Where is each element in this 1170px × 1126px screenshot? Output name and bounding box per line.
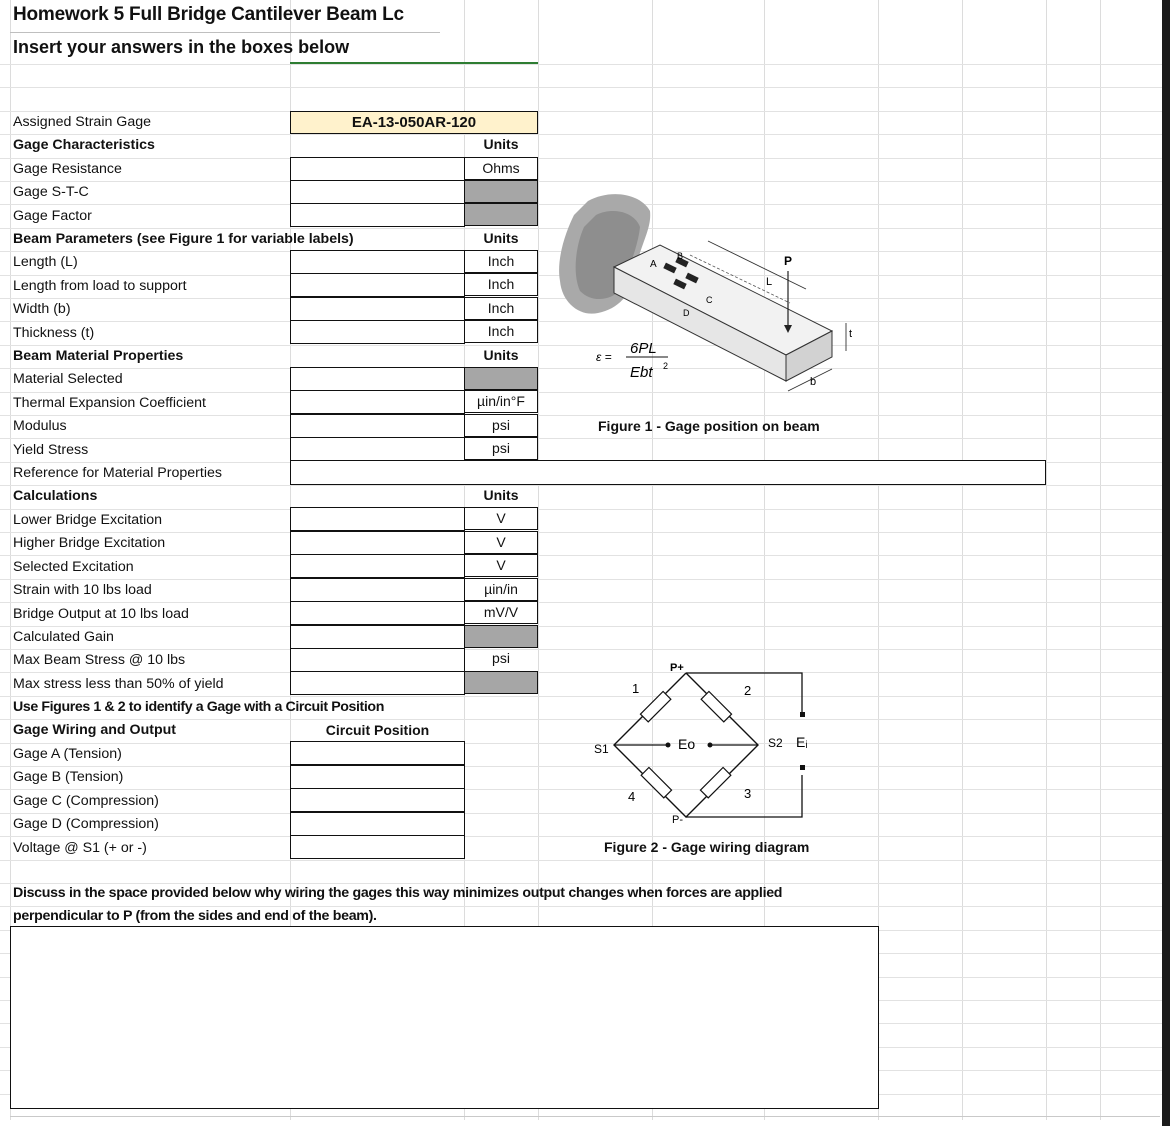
material-reference-input[interactable] <box>290 460 1046 485</box>
formula-exponent: 2 <box>663 361 669 371</box>
gage-stc-input[interactable] <box>290 180 465 204</box>
calculations-units-header: Units <box>483 487 519 503</box>
title-underline <box>10 32 440 33</box>
label-node-4: 4 <box>628 789 636 804</box>
material-selected-input[interactable] <box>290 367 465 391</box>
figure1-caption: Figure 1 - Gage position on beam <box>598 418 820 434</box>
gage-d-input[interactable] <box>290 812 465 836</box>
gage-factor-unit <box>464 203 538 226</box>
max-stress-label: Max Beam Stress @ 10 lbs <box>13 652 186 668</box>
formula-lhs: ε = <box>596 350 612 364</box>
label-s2: S2 <box>768 736 783 750</box>
load-to-support-input[interactable] <box>290 273 465 297</box>
grid-column-line <box>1100 0 1101 1120</box>
thermal-expansion-input[interactable] <box>290 390 465 414</box>
label-ei: Eᵢ <box>796 734 808 750</box>
grid-row-line <box>0 672 1162 673</box>
label-c: C <box>706 295 713 305</box>
eo-terminal-right <box>708 743 713 748</box>
resistor-4 <box>641 767 671 797</box>
beam-width-unit: Inch <box>464 297 538 320</box>
yield-check-label: Max stress less than 50% of yield <box>13 676 224 692</box>
label-t: t <box>849 328 853 340</box>
gage-c-label: Gage C (Compression) <box>13 793 159 809</box>
grid-row-line <box>0 555 1162 556</box>
voltage-s1-input[interactable] <box>290 835 465 859</box>
beam-thickness-label: Thickness (t) <box>13 325 95 341</box>
grid-row-line <box>0 134 1162 135</box>
grid-row-line <box>0 64 1162 65</box>
label-d: D <box>683 308 690 318</box>
lower-excitation-unit: V <box>464 507 538 530</box>
label-s1: S1 <box>594 742 609 756</box>
beam-thickness-unit: Inch <box>464 320 538 343</box>
grid-row-line <box>0 743 1162 744</box>
gage-stc-label: Gage S-T-C <box>13 184 89 200</box>
wiring-section-heading: Gage Wiring and Output <box>13 722 177 738</box>
material-selected-unit <box>464 367 538 390</box>
higher-excitation-label: Higher Bridge Excitation <box>13 535 166 551</box>
selected-cell-edge <box>290 62 538 64</box>
gage-factor-input[interactable] <box>290 203 465 227</box>
beam-section-heading: Beam Parameters (see Figure 1 for variable labels) <box>13 231 354 247</box>
material-selected-label: Material Selected <box>13 371 123 387</box>
circuit-position-header: Circuit Position <box>325 722 430 738</box>
label-p-plus: P+ <box>670 662 684 674</box>
beam-width-label: Width (b) <box>13 301 71 317</box>
gage-b-label: Gage B (Tension) <box>13 769 124 785</box>
beam-length-unit: Inch <box>464 250 538 273</box>
grid-row-line <box>0 485 1162 486</box>
higher-excitation-input[interactable] <box>290 531 465 555</box>
thermal-expansion-unit: µin/in°F <box>464 390 538 413</box>
grid-row-line <box>0 813 1162 814</box>
strain-input[interactable] <box>290 578 465 602</box>
yield-check-input[interactable] <box>290 671 465 695</box>
gage-d-label: Gage D (Compression) <box>13 816 159 832</box>
grid-row-line <box>0 438 1162 439</box>
grid-row-line <box>0 181 1162 182</box>
grid-row-line <box>0 415 1162 416</box>
calculated-gain-input[interactable] <box>290 625 465 649</box>
beam-thickness-input[interactable] <box>290 320 465 344</box>
beam-width-input[interactable] <box>290 297 465 321</box>
gage-section-heading: Gage Characteristics <box>13 137 155 153</box>
modulus-unit: psi <box>464 414 538 437</box>
gage-units-header: Units <box>483 136 519 152</box>
gage-c-input[interactable] <box>290 788 465 812</box>
page-subtitle: Insert your answers in the boxes below <box>13 37 350 57</box>
gage-stc-unit <box>464 180 538 203</box>
grid-column-line <box>962 0 963 1120</box>
gage-b-input[interactable] <box>290 765 465 789</box>
grid-row-line <box>0 87 1162 88</box>
grid-row-line <box>0 532 1162 533</box>
selected-excitation-label: Selected Excitation <box>13 559 134 575</box>
yield-check-unit <box>464 671 538 694</box>
yield-stress-unit: psi <box>464 437 538 460</box>
modulus-label: Modulus <box>13 418 67 434</box>
yield-stress-label: Yield Stress <box>13 442 89 458</box>
grid-row-line <box>0 158 1162 159</box>
label-node-2: 2 <box>744 683 752 698</box>
label-eo: Eo <box>678 736 696 752</box>
load-to-support-unit: Inch <box>464 273 538 296</box>
grid-row-line <box>0 766 1162 767</box>
voltage-s1-label: Voltage @ S1 (+ or -) <box>13 840 147 856</box>
thermal-expansion-label: Thermal Expansion Coefficient <box>13 395 206 411</box>
label-p: P <box>784 254 793 268</box>
bridge-output-unit: mV/V <box>464 601 538 624</box>
higher-excitation-unit: V <box>464 531 538 554</box>
lower-excitation-label: Lower Bridge Excitation <box>13 512 163 528</box>
grid-row-line <box>0 836 1162 837</box>
label-a: A <box>650 259 657 270</box>
yield-stress-input[interactable] <box>290 437 465 461</box>
max-stress-unit: psi <box>492 650 510 666</box>
label-b-width: b <box>810 376 817 388</box>
bottom-rule <box>10 1116 1160 1117</box>
grid-row-line <box>0 860 1162 861</box>
beam-length-input[interactable] <box>290 250 465 274</box>
discussion-prompt-line1: Discuss in the space provided below why wiring the gages this way minimizes output changes when forces are applied <box>13 885 783 901</box>
label-l: L <box>766 276 773 288</box>
bridge-output-input[interactable] <box>290 601 465 625</box>
bridge-output-label: Bridge Output at 10 lbs load <box>13 606 189 622</box>
strain-unit: µin/in <box>464 578 538 601</box>
grid-row-line <box>0 789 1162 790</box>
max-stress-input[interactable] <box>290 648 465 672</box>
material-section-heading: Beam Material Properties <box>13 348 184 364</box>
ei-terminal-bottom <box>800 765 805 770</box>
grid-row-line <box>0 626 1162 627</box>
window-edge <box>1162 0 1170 1126</box>
calculations-section-heading: Calculations <box>13 488 98 504</box>
discussion-answer-box[interactable] <box>10 926 879 1109</box>
label-p-minus: P- <box>672 814 683 826</box>
grid-column-line <box>1046 0 1047 1120</box>
figure2-caption: Figure 2 - Gage wiring diagram <box>604 839 810 855</box>
formula-denominator: Ebt <box>630 364 653 381</box>
grid-row-line <box>0 602 1162 603</box>
assigned-gage-label: Assigned Strain Gage <box>13 114 152 130</box>
label-node-3: 3 <box>744 786 752 801</box>
beam-units-header: Units <box>483 230 519 246</box>
label-b: B <box>677 251 684 261</box>
grid-row-line <box>0 509 1162 510</box>
assigned-gage-value: EA-13-050AR-120 <box>290 111 538 134</box>
resistor-3 <box>700 767 730 797</box>
gage-a-label: Gage A (Tension) <box>13 746 122 762</box>
gage-a-input[interactable] <box>290 741 465 765</box>
selected-excitation-unit: V <box>464 554 538 577</box>
calculated-gain-label: Calculated Gain <box>13 629 114 645</box>
page-title: Homework 5 Full Bridge Cantilever Beam Lc <box>13 4 404 25</box>
resistor-1 <box>640 691 670 721</box>
modulus-input[interactable] <box>290 414 465 438</box>
calculated-gain-unit <box>464 625 538 648</box>
strain-label: Strain with 10 lbs load <box>13 582 152 598</box>
wiring-figure <box>590 655 830 835</box>
eo-terminal-left <box>666 743 671 748</box>
lower-excitation-input[interactable] <box>290 507 465 531</box>
gage-resistance-label: Gage Resistance <box>13 161 122 177</box>
label-node-1: 1 <box>632 681 640 696</box>
resistor-2 <box>701 691 731 721</box>
material-reference-label: Reference for Material Properties <box>13 465 222 481</box>
gage-resistance-input[interactable] <box>290 157 465 181</box>
selected-excitation-input[interactable] <box>290 554 465 578</box>
load-to-support-label: Length from load to support <box>13 278 187 294</box>
beam-length-label: Length (L) <box>13 254 78 270</box>
gage-resistance-unit: Ohms <box>464 157 538 180</box>
grid-row-line <box>0 579 1162 580</box>
beam-figure <box>540 185 870 415</box>
wiring-instruction: Use Figures 1 & 2 to identify a Gage with a Circuit Position <box>13 699 384 715</box>
material-units-header: Units <box>483 347 519 363</box>
grid-row-line <box>0 111 1162 112</box>
discussion-prompt-line2: perpendicular to P (from the sides and end of the beam). <box>13 908 377 924</box>
gage-factor-label: Gage Factor <box>13 208 92 224</box>
ei-terminal-top <box>800 712 805 717</box>
formula-numerator: 6PL <box>630 340 657 357</box>
